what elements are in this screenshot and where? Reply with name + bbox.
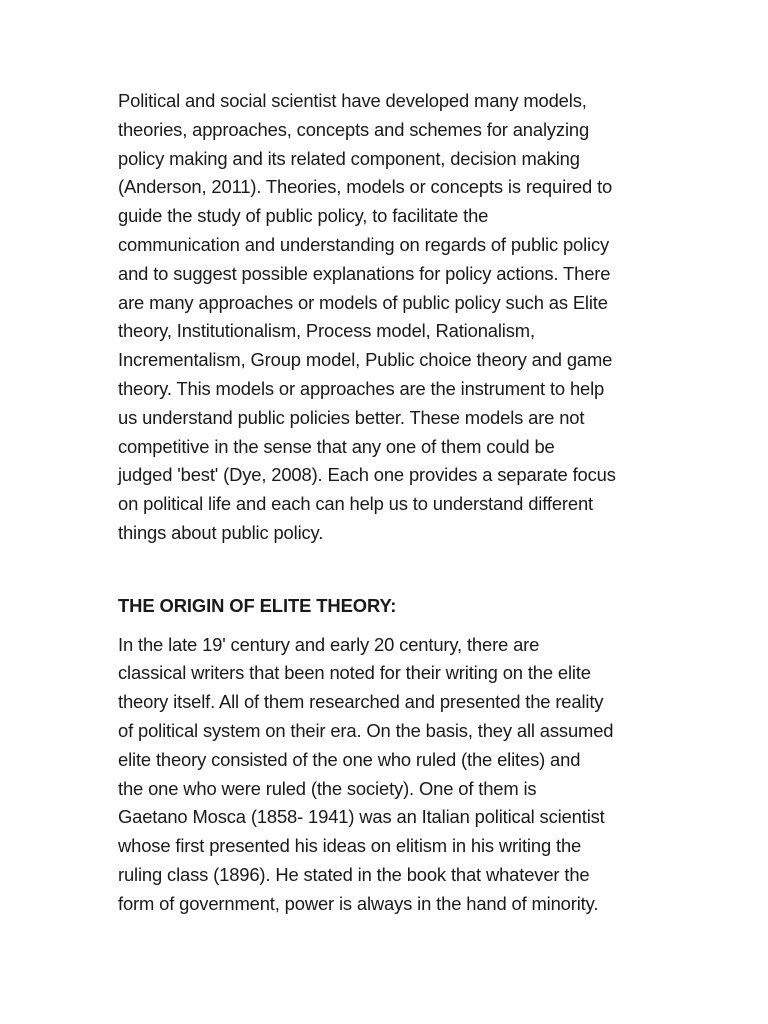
section-heading: THE ORIGIN OF ELITE THEORY: <box>118 594 397 616</box>
elite-theory-paragraph: In the late 19' century and early 20 century, there are classical writers that been noted for their writing on the elite theory itself. All of them researched and presented the reality of political system on their era. On the basis, they all assumed elite theory consisted of the one who ruled (the elites) and the one who were ruled (the society). One of them is Gaetano Mosca (1858- 1941) was an Italian political scientist whose first presented his ideas on elitism in his writing the ruling class (1896). He stated in the book that whatever the form of government, power is always in the hand of minority. <box>118 633 614 914</box>
document-body <box>118 87 658 919</box>
intro-paragraph: Political and social scientist have developed many models, theories, approaches, concepts and schemes for analyzing policy making and its related component, decision making (Anderson, 2011). Theories, models or concepts is required to guide the study of public policy, to facilitate the communication and understanding on regards of public policy and to suggest possible explanations for policy actions. There are many approaches or models of public policy such as Elite theory, Institutionalism, Process model, Rationalism, Incrementalism, Group model, Public choice theory and game theory. This models or approaches are the instrument to help us understand public policies better. These models are not competitive in the sense that any one of them could be judged 'best' (Dye, 2008). Each one provides a separate focus on political life and each can help us to understand different things about public policy. <box>118 90 616 543</box>
